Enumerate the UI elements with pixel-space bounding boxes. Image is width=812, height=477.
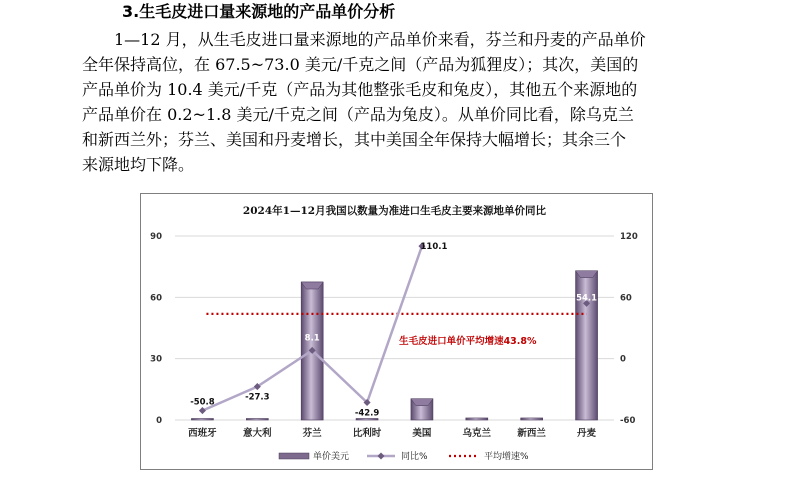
y-right-tick-label: -60 xyxy=(620,416,636,426)
paragraph-line: 产品单价为 10.4 美元/千克（产品为其他整张毛皮和兔皮），其他五个来源地的 xyxy=(82,80,638,99)
yoy-data-label: -42.9 xyxy=(354,408,380,419)
analysis-paragraph xyxy=(82,27,730,177)
bar xyxy=(411,399,433,420)
yoy-data-label: -50.8 xyxy=(190,397,215,408)
bar-body xyxy=(466,418,488,420)
paragraph-line: 来源地均下降。 xyxy=(82,155,195,174)
chart-title: 2024年1—12月我国以数量为准进口生毛皮主要来源地单价同比 xyxy=(242,205,547,217)
x-category-label: 比利时 xyxy=(352,428,382,439)
bar-body xyxy=(191,419,213,421)
bar-body xyxy=(356,419,378,421)
unit-price-chart xyxy=(141,194,652,469)
legend-avg-label: 平均增速% xyxy=(484,452,529,462)
legend-yoy-label: 同比% xyxy=(401,452,428,462)
paragraph-line: 全年保持高位，在 67.5~73.0 美元/千克之间（产品为狐狸皮）；其次，美国的 xyxy=(82,55,639,74)
yoy-data-label: -27.3 xyxy=(245,392,270,403)
x-category-label: 西班牙 xyxy=(188,428,217,439)
y-left-tick-label: 0 xyxy=(156,416,162,426)
yoy-data-label: 8.1 xyxy=(304,333,320,344)
y-right-tick-label: 0 xyxy=(620,354,626,365)
paragraph-line: 1—12 月，从生毛皮进口量来源地的产品单价来看，芬兰和丹麦的产品单价 xyxy=(114,30,646,49)
bar xyxy=(521,418,543,420)
yoy-marker xyxy=(199,407,206,414)
bar xyxy=(466,418,488,420)
paragraph-line: 和新西兰外；芬兰、美国和丹麦增长，其中美国全年保持大幅增长；其余三个 xyxy=(82,130,627,149)
bar-body xyxy=(521,418,543,420)
bar xyxy=(191,419,213,421)
x-category-label: 意大利 xyxy=(243,428,272,439)
x-category-label: 丹麦 xyxy=(577,428,597,439)
yoy-data-label: 110.1 xyxy=(420,242,448,253)
chart-container xyxy=(140,193,653,470)
y-left-tick-label: 90 xyxy=(150,232,162,242)
legend-yoy-marker xyxy=(377,452,384,459)
legend-bar-label: 单价美元 xyxy=(313,452,350,462)
y-left-tick-label: 60 xyxy=(150,293,162,304)
x-category-label: 乌克兰 xyxy=(462,428,492,439)
y-right-tick-label: 120 xyxy=(620,232,638,242)
bar xyxy=(356,419,378,421)
legend-bar-swatch xyxy=(279,453,309,459)
paragraph-line: 产品单价在 0.2~1.8 美元/千克之间（产品为兔皮）。从单价同比看，除乌克兰 xyxy=(82,105,634,124)
bar-body xyxy=(246,419,268,421)
bar xyxy=(246,419,268,421)
yoy-data-label: 54.1 xyxy=(576,293,598,304)
x-category-label: 美国 xyxy=(412,428,432,439)
y-right-tick-label: 60 xyxy=(620,293,632,304)
x-category-label: 芬兰 xyxy=(302,428,322,439)
x-category-label: 新西兰 xyxy=(517,428,546,439)
average-growth-annotation: 生毛皮进口单价平均增速43.8% xyxy=(399,335,537,347)
section-heading: 3.生毛皮进口量来源地的产品单价分析 xyxy=(122,2,396,21)
y-left-tick-label: 30 xyxy=(150,354,162,365)
